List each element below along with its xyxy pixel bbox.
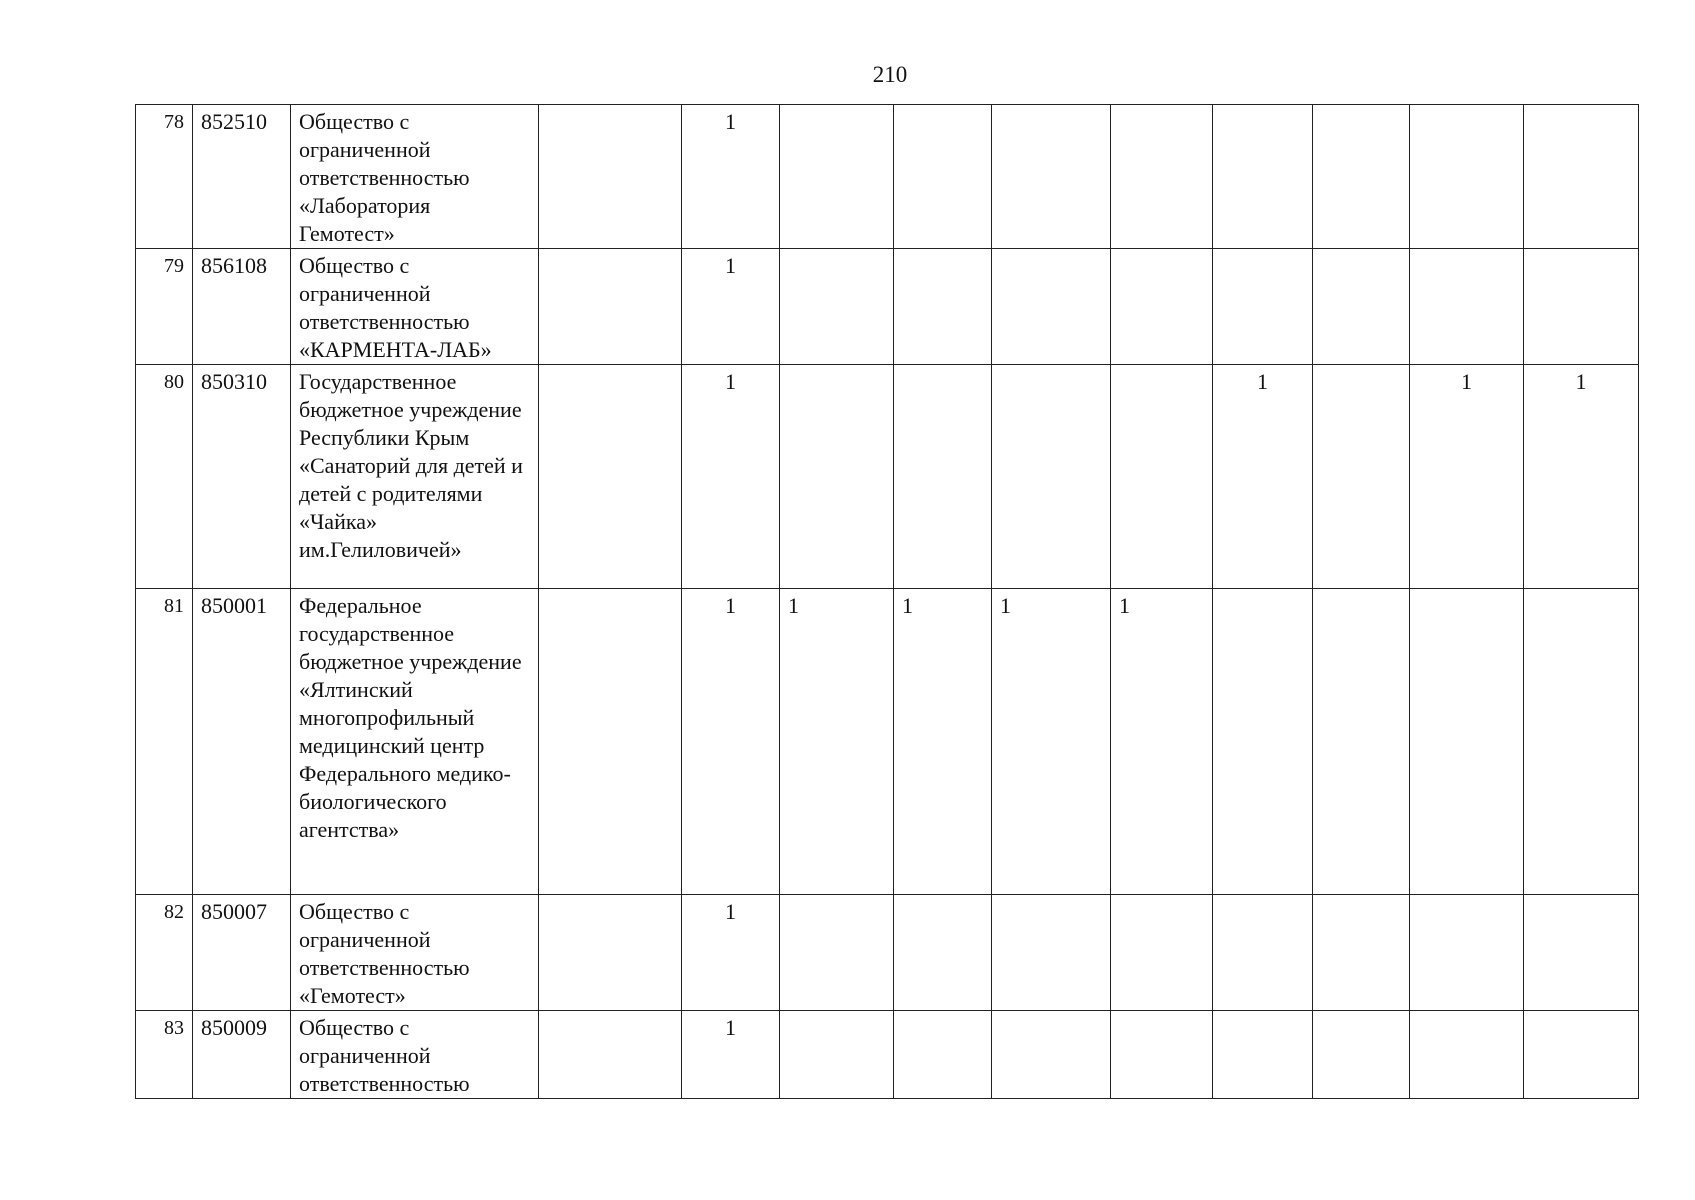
mark-cell	[780, 895, 894, 1011]
mark-cell: 1	[682, 365, 780, 589]
mark-cell	[539, 105, 682, 249]
table-row	[136, 249, 1639, 365]
mark-cell	[894, 249, 992, 365]
mark-cell	[1111, 249, 1213, 365]
mark-cell	[992, 105, 1111, 249]
table-row	[136, 365, 1639, 589]
mark-cell	[1313, 249, 1410, 365]
mark-cell	[1213, 895, 1313, 1011]
mark-cell	[992, 249, 1111, 365]
mark-cell	[539, 365, 682, 589]
mark-cell	[780, 365, 894, 589]
mark-cell	[1111, 365, 1213, 589]
organization-name: Общество с ограниченной ответственностью «Лаборатория Гемотест»	[291, 105, 539, 249]
mark-cell: 1	[1111, 589, 1213, 895]
mark-cell	[1524, 895, 1639, 1011]
mark-cell	[894, 365, 992, 589]
organization-code: 850009	[193, 1011, 291, 1099]
mark-cell	[780, 105, 894, 249]
mark-cell: 1	[682, 895, 780, 1011]
organization-name: Общество с ограниченной ответственностью	[291, 1011, 539, 1099]
mark-cell	[539, 1011, 682, 1099]
mark-cell	[1410, 105, 1524, 249]
mark-cell	[1111, 895, 1213, 1011]
mark-cell	[539, 895, 682, 1011]
mark-cell: 1	[682, 249, 780, 365]
mark-cell	[1313, 589, 1410, 895]
mark-cell	[992, 1011, 1111, 1099]
mark-cell	[992, 895, 1111, 1011]
table-row	[136, 589, 1639, 895]
organization-code: 850310	[193, 365, 291, 589]
mark-cell	[1524, 249, 1639, 365]
mark-cell	[1524, 1011, 1639, 1099]
mark-cell	[1213, 589, 1313, 895]
organization-name: Общество с ограниченной ответственностью «Гемотест»	[291, 895, 539, 1011]
organization-name: Государственное бюджетное учреждение Республики Крым «Санаторий для детей и детей с родителями «Чайка» им.Гелиловичей»	[291, 365, 539, 589]
mark-cell: 1	[682, 105, 780, 249]
mark-cell	[894, 105, 992, 249]
mark-cell: 1	[1213, 365, 1313, 589]
organization-code: 856108	[193, 249, 291, 365]
mark-cell	[1410, 589, 1524, 895]
row-number: 82	[136, 895, 193, 1011]
mark-cell	[1410, 249, 1524, 365]
row-number: 81	[136, 589, 193, 895]
mark-cell: 1	[992, 589, 1111, 895]
organization-name: Общество с ограниченной ответственностью «КАРМЕНТА-ЛАБ»	[291, 249, 539, 365]
mark-cell: 1	[894, 589, 992, 895]
table-row	[136, 895, 1639, 1011]
mark-cell: 1	[780, 589, 894, 895]
mark-cell	[1313, 895, 1410, 1011]
mark-cell	[1213, 249, 1313, 365]
mark-cell	[1213, 105, 1313, 249]
mark-cell	[1524, 589, 1639, 895]
organization-code: 850007	[193, 895, 291, 1011]
mark-cell	[1410, 1011, 1524, 1099]
mark-cell: 1	[682, 589, 780, 895]
row-number: 79	[136, 249, 193, 365]
mark-cell: 1	[682, 1011, 780, 1099]
mark-cell	[1410, 895, 1524, 1011]
mark-cell	[1111, 1011, 1213, 1099]
page-number: 210	[872, 62, 908, 87]
mark-cell	[894, 895, 992, 1011]
mark-cell	[1313, 105, 1410, 249]
organization-name: Федеральное государственное бюджетное учреждение «Ялтинский многопрофильный медицинский центр Федерального медико-биологического агентства»	[291, 589, 539, 895]
mark-cell	[1524, 105, 1639, 249]
mark-cell	[1111, 105, 1213, 249]
organization-code: 850001	[193, 589, 291, 895]
mark-cell	[992, 365, 1111, 589]
mark-cell	[780, 1011, 894, 1099]
table-row	[136, 105, 1639, 249]
organization-code: 852510	[193, 105, 291, 249]
mark-cell	[539, 249, 682, 365]
mark-cell: 1	[1524, 365, 1639, 589]
row-number: 78	[136, 105, 193, 249]
mark-cell: 1	[1410, 365, 1524, 589]
table-row	[136, 1011, 1639, 1099]
mark-cell	[1313, 365, 1410, 589]
mark-cell	[894, 1011, 992, 1099]
row-number: 80	[136, 365, 193, 589]
mark-cell	[1213, 1011, 1313, 1099]
registry-table	[135, 104, 1639, 1099]
mark-cell	[780, 249, 894, 365]
mark-cell	[539, 589, 682, 895]
mark-cell	[1313, 1011, 1410, 1099]
row-number: 83	[136, 1011, 193, 1099]
